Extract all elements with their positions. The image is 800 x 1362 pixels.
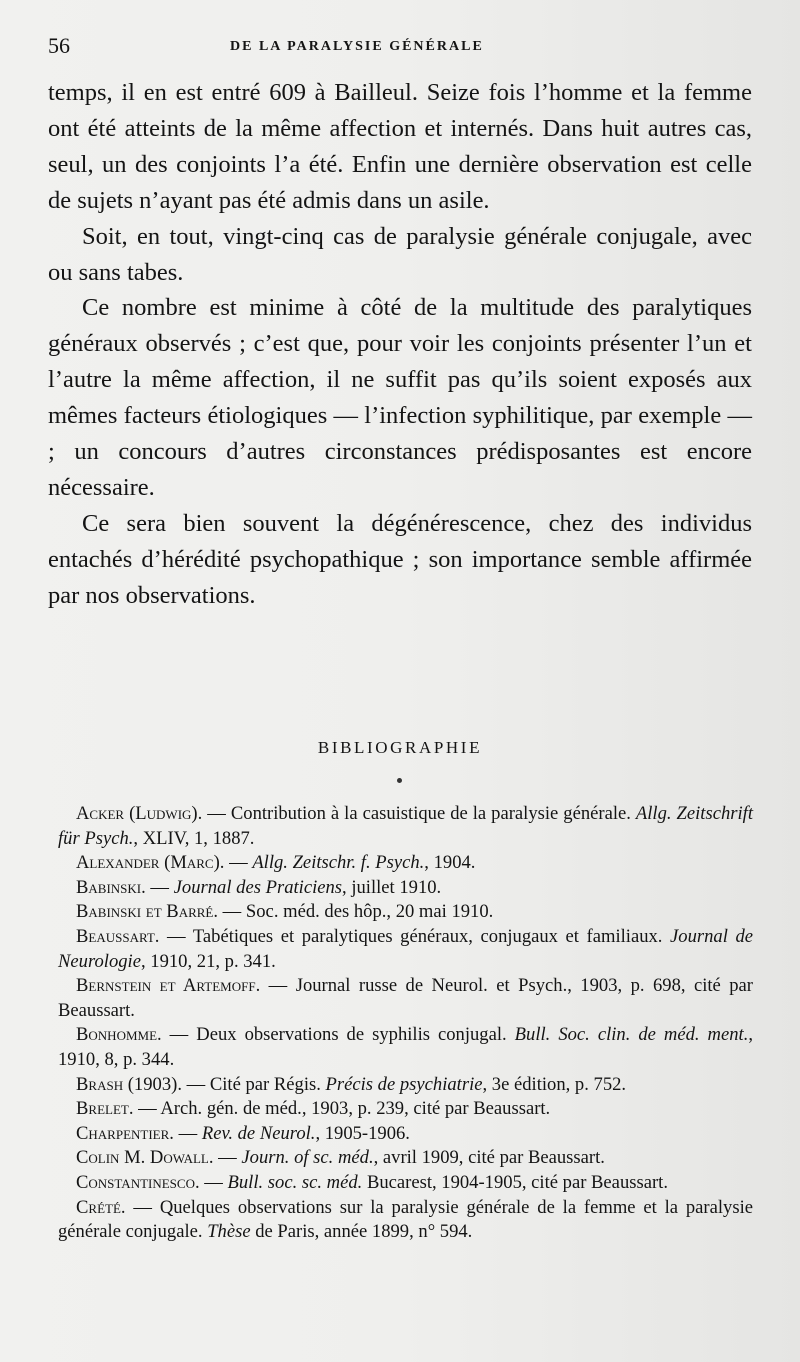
bibliography-entry <box>58 925 753 974</box>
entry-details: , avril 1909, cité par Beaussart. <box>373 1147 605 1169</box>
bibliography-entry <box>58 1196 753 1245</box>
entry-details: , juillet 1910. <box>342 876 442 898</box>
entry-details: , 1904. <box>424 852 476 874</box>
bibliography-entry <box>58 974 753 1023</box>
entry-text: — Deux observations de syphilis conjugal. <box>161 1024 515 1046</box>
entry-author: Charpentier. <box>76 1122 174 1144</box>
entry-journal: Journal des Praticiens <box>173 876 343 898</box>
bibliography-entry <box>58 1023 753 1072</box>
entry-journal: Journal de Neurologie <box>58 925 753 972</box>
entry-author: Babinski et Barré. <box>76 901 219 923</box>
entry-author: Bonhomme. <box>76 1024 162 1046</box>
entry-text: — <box>224 852 253 874</box>
entry-details: , XLIV, 1, 1887. <box>133 827 255 849</box>
entry-text: — <box>213 1147 242 1169</box>
entry-journal: Bull. Soc. clin. de méd. ment. <box>514 1024 749 1046</box>
entry-text: — Tabétiques et paralytiques généraux, conjugaux et familiaux. <box>159 925 671 947</box>
bibliography-list <box>58 802 753 1245</box>
bibliography-heading: BIBLIOGRAPHIE <box>317 738 483 757</box>
entry-text: — Soc. méd. des hôp., 20 mai 1910. <box>218 901 494 923</box>
entry-author: Beaussart. <box>76 925 160 947</box>
bullet-ornament <box>397 778 402 783</box>
paragraph: Soit, en tout, vingt-cinq cas de paralysie générale conjugale, avec ou sans tabes. <box>48 222 752 286</box>
running-title: DE LA PARALYSIE GÉNÉRALE <box>230 39 484 54</box>
bibliography-entry <box>58 900 753 925</box>
entry-author: Babinski. <box>76 876 146 898</box>
entry-details: , 1910, 21, p. 341. <box>140 950 276 972</box>
entry-journal: Bull. soc. sc. méd. <box>227 1171 363 1193</box>
entry-text: — Contribution à la casuistique de la paralysie générale. <box>202 803 636 824</box>
entry-author: Acker (Ludwig). <box>76 803 203 824</box>
entry-details: de Paris, année 1899, n° 594. <box>250 1221 473 1243</box>
entry-author: Crété. <box>76 1196 126 1218</box>
entry-author: Colin M. Dowall. <box>76 1147 214 1169</box>
bibliography-entry <box>58 876 753 901</box>
entry-journal: Précis de psychiatrie <box>325 1073 483 1095</box>
entry-journal: Journ. of sc. méd. <box>241 1147 374 1169</box>
entry-author: Brash <box>76 1073 124 1095</box>
entry-text: — Journal russe de Neurol. et Psych., 1903, p. 698, cité par Beaussart. <box>58 975 753 1021</box>
page-number: 56 <box>48 33 70 58</box>
entry-text: — <box>199 1171 228 1193</box>
entry-author: Constantinesco. <box>76 1171 200 1193</box>
bibliography-entry <box>58 1097 753 1122</box>
entry-text: (1903). — Cité par Régis. <box>123 1073 326 1095</box>
bibliography-entry <box>58 1073 753 1098</box>
paragraph: Ce sera bien souvent la dégénérescence, chez des individus entachés d’hérédité psychopathique ; son importance semble affirmée par nos observations. <box>48 509 752 609</box>
entry-journal: Allg. Zeitschrift für Psych. <box>58 803 753 849</box>
entry-text: — Quelques observations sur la paralysie générale de la femme et la paralysie générale conjugale. <box>58 1196 753 1243</box>
entry-journal: Allg. Zeitschr. f. Psych. <box>252 852 425 874</box>
entry-author: Bernstein et Artemoff. <box>76 975 261 997</box>
entry-text: — Arch. gén. de méd., 1903, p. 239, cité par Beaussart. <box>133 1098 551 1120</box>
entry-author: Alexander (Marc). <box>76 852 225 874</box>
paragraph: Ce nombre est minime à côté de la multitude des paralytiques généraux observés ; c’est que, pour voir les conjoints présenter l’un et l’autre la même affection, il ne suffit pas qu’ils soient exposés aux mêmes facteurs étiologiques — l’infection syphilitique, par exemple — ; un concours d’autres circonstances prédisposantes est encore nécessaire. <box>48 294 752 501</box>
entry-journal: Rev. de Neurol. <box>201 1122 316 1144</box>
entry-journal: Thèse <box>207 1221 251 1243</box>
entry-text: — <box>145 876 174 898</box>
entry-details: , 1910, 8, p. 344. <box>58 1024 753 1070</box>
bibliography-entry <box>58 802 753 851</box>
page-header <box>48 33 752 63</box>
entry-text: — <box>173 1122 202 1144</box>
bibliography-entry <box>58 1122 753 1147</box>
entry-details: , 3e édition, p. 752. <box>482 1073 627 1095</box>
paragraph: temps, il en est entré 609 à Bailleul. Seize fois l’homme et la femme ont été atteints de la même affection et internés. Dans huit autres cas, seul, un des conjoints l’a été. Enfin une dernière observation est celle de sujets n’ayant pas été admis dans un asile. <box>48 79 752 214</box>
bibliography-entry <box>58 851 753 876</box>
body-text <box>48 75 752 614</box>
entry-author: Brelet. <box>76 1098 134 1120</box>
bibliography-entry <box>58 1171 753 1196</box>
entry-details: , 1905-1906. <box>315 1122 410 1144</box>
bibliography-entry <box>58 1146 753 1171</box>
entry-details: Bucarest, 1904-1905, cité par Beaussart. <box>362 1171 668 1193</box>
